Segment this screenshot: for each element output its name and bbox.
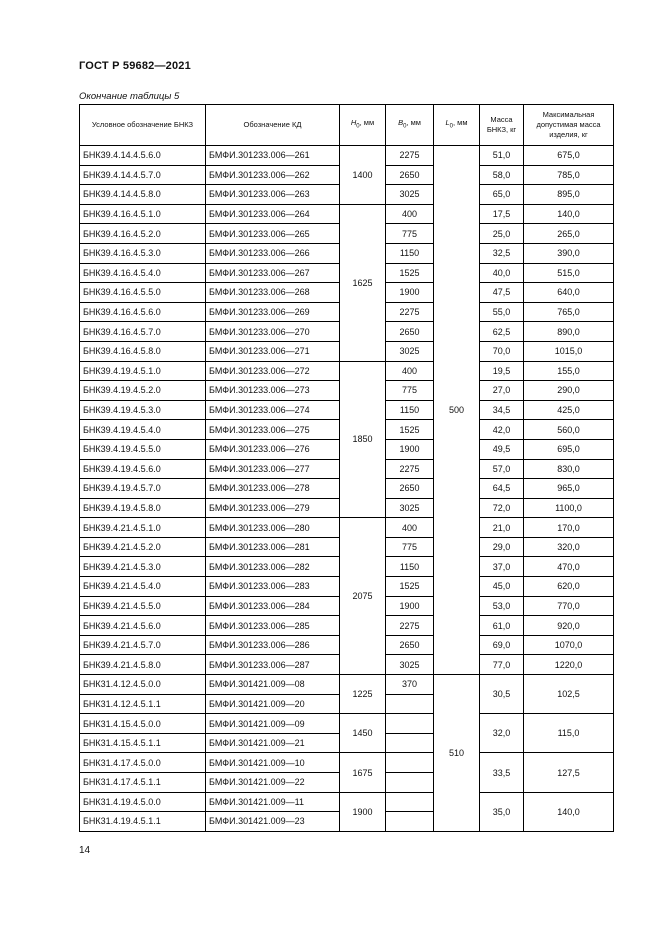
cell-b0: 1150 (386, 243, 434, 263)
cell-designation: БНК39.4.16.4.5.1.0 (80, 204, 206, 224)
cell-mass: 30,5 (480, 675, 524, 714)
cell-designation: БНК39.4.21.4.5.5.0 (80, 596, 206, 616)
cell-kd: БМФИ.301233.006—268 (206, 283, 340, 303)
cell-designation: БНК31.4.12.4.5.1.1 (80, 694, 206, 714)
cell-kd: БМФИ.301233.006—278 (206, 479, 340, 499)
cell-designation: БНК39.4.19.4.5.7.0 (80, 479, 206, 499)
cell-mass: 64,5 (480, 479, 524, 499)
cell-b0 (386, 753, 434, 773)
cell-b0: 1525 (386, 263, 434, 283)
cell-kd: БМФИ.301421.009—11 (206, 792, 340, 812)
cell-b0: 2650 (386, 635, 434, 655)
cell-mass: 40,0 (480, 263, 524, 283)
table-body (80, 146, 614, 832)
cell-designation: БНК39.4.21.4.5.3.0 (80, 557, 206, 577)
cell-max-mass: 140,0 (524, 204, 614, 224)
header-b0: $B_0$, мм (386, 105, 434, 146)
cell-b0 (386, 714, 434, 734)
cell-kd: БМФИ.301233.006—262 (206, 165, 340, 185)
cell-kd: БМФИ.301421.009—20 (206, 694, 340, 714)
cell-max-mass: 830,0 (524, 459, 614, 479)
table-header-row (80, 105, 614, 146)
cell-designation: БНК31.4.15.4.5.1.1 (80, 733, 206, 753)
cell-max-mass: 560,0 (524, 420, 614, 440)
cell-b0 (386, 733, 434, 753)
cell-h0: 1900 (340, 792, 386, 831)
cell-b0: 775 (386, 381, 434, 401)
cell-kd: БМФИ.301233.006—274 (206, 400, 340, 420)
cell-kd: БМФИ.301233.006—273 (206, 381, 340, 401)
cell-kd: БМФИ.301233.006—284 (206, 596, 340, 616)
cell-max-mass: 675,0 (524, 146, 614, 166)
header-kd: Обозначение КД (206, 105, 340, 146)
cell-b0: 2650 (386, 322, 434, 342)
cell-designation: БНК39.4.16.4.5.4.0 (80, 263, 206, 283)
cell-max-mass: 770,0 (524, 596, 614, 616)
cell-designation: БНК39.4.16.4.5.6.0 (80, 302, 206, 322)
table-row (80, 204, 614, 224)
cell-mass: 77,0 (480, 655, 524, 675)
cell-mass: 42,0 (480, 420, 524, 440)
cell-kd: БМФИ.301233.006—286 (206, 635, 340, 655)
cell-mass: 58,0 (480, 165, 524, 185)
cell-b0: 2275 (386, 302, 434, 322)
cell-mass: 45,0 (480, 577, 524, 597)
table-row (80, 792, 614, 812)
cell-max-mass: 920,0 (524, 616, 614, 636)
cell-mass: 65,0 (480, 185, 524, 205)
cell-kd: БМФИ.301233.006—287 (206, 655, 340, 675)
cell-b0: 1150 (386, 400, 434, 420)
standard-title: ГОСТ Р 59682—2021 (79, 60, 191, 72)
cell-kd: БМФИ.301233.006—277 (206, 459, 340, 479)
cell-mass: 29,0 (480, 537, 524, 557)
cell-mass: 19,5 (480, 361, 524, 381)
table-row (80, 146, 614, 166)
cell-max-mass: 965,0 (524, 479, 614, 499)
cell-mass: 47,5 (480, 283, 524, 303)
cell-kd: БМФИ.301421.009—23 (206, 812, 340, 832)
header-mass: Масса БНКЗ, кг (480, 105, 524, 146)
cell-designation: БНК39.4.16.4.5.8.0 (80, 341, 206, 361)
cell-kd: БМФИ.301233.006—265 (206, 224, 340, 244)
cell-mass: 51,0 (480, 146, 524, 166)
cell-max-mass: 127,5 (524, 753, 614, 792)
cell-max-mass: 1220,0 (524, 655, 614, 675)
cell-max-mass: 890,0 (524, 322, 614, 342)
cell-mass: 49,5 (480, 439, 524, 459)
cell-designation: БНК39.4.14.4.5.6.0 (80, 146, 206, 166)
cell-kd: БМФИ.301233.006—270 (206, 322, 340, 342)
cell-max-mass: 470,0 (524, 557, 614, 577)
cell-h0: 1850 (340, 361, 386, 518)
cell-kd: БМФИ.301421.009—21 (206, 733, 340, 753)
cell-kd: БМФИ.301233.006—283 (206, 577, 340, 597)
cell-kd: БМФИ.301421.009—10 (206, 753, 340, 773)
cell-b0: 2275 (386, 616, 434, 636)
table-row (80, 714, 614, 734)
cell-mass: 25,0 (480, 224, 524, 244)
cell-kd: БМФИ.301233.006—261 (206, 146, 340, 166)
cell-b0 (386, 694, 434, 714)
cell-b0: 1900 (386, 596, 434, 616)
cell-b0: 775 (386, 537, 434, 557)
cell-mass: 62,5 (480, 322, 524, 342)
cell-b0: 400 (386, 361, 434, 381)
header-max-mass: Максимальная допустимая масса изделия, кг (524, 105, 614, 146)
cell-mass: 57,0 (480, 459, 524, 479)
cell-b0: 1900 (386, 439, 434, 459)
table-caption: Окончание таблицы 5 (79, 91, 180, 102)
cell-kd: БМФИ.301233.006—267 (206, 263, 340, 283)
cell-mass: 32,0 (480, 714, 524, 753)
cell-designation: БНК39.4.21.4.5.8.0 (80, 655, 206, 675)
table-row (80, 361, 614, 381)
cell-designation: БНК39.4.14.4.5.8.0 (80, 185, 206, 205)
cell-b0: 2650 (386, 479, 434, 499)
cell-designation: БНК39.4.19.4.5.8.0 (80, 498, 206, 518)
cell-designation: БНК39.4.19.4.5.4.0 (80, 420, 206, 440)
cell-mass: 34,5 (480, 400, 524, 420)
cell-b0: 775 (386, 224, 434, 244)
cell-designation: БНК39.4.19.4.5.6.0 (80, 459, 206, 479)
cell-max-mass: 390,0 (524, 243, 614, 263)
cell-b0: 1525 (386, 420, 434, 440)
cell-h0: 1225 (340, 675, 386, 714)
cell-max-mass: 640,0 (524, 283, 614, 303)
table-row (80, 518, 614, 538)
cell-b0: 1900 (386, 283, 434, 303)
cell-max-mass: 265,0 (524, 224, 614, 244)
cell-max-mass: 515,0 (524, 263, 614, 283)
header-h0: $H_0$, мм (340, 105, 386, 146)
cell-designation: БНК39.4.16.4.5.3.0 (80, 243, 206, 263)
cell-designation: БНК39.4.21.4.5.2.0 (80, 537, 206, 557)
cell-mass: 70,0 (480, 341, 524, 361)
cell-h0: 1625 (340, 204, 386, 361)
cell-mass: 32,5 (480, 243, 524, 263)
cell-max-mass: 695,0 (524, 439, 614, 459)
cell-designation: БНК39.4.19.4.5.3.0 (80, 400, 206, 420)
cell-b0: 3025 (386, 185, 434, 205)
cell-kd: БМФИ.301233.006—272 (206, 361, 340, 381)
cell-kd: БМФИ.301233.006—263 (206, 185, 340, 205)
spec-table (79, 104, 614, 832)
cell-max-mass: 765,0 (524, 302, 614, 322)
cell-max-mass: 425,0 (524, 400, 614, 420)
cell-designation: БНК39.4.21.4.5.1.0 (80, 518, 206, 538)
cell-kd: БМФИ.301233.006—279 (206, 498, 340, 518)
cell-max-mass: 170,0 (524, 518, 614, 538)
header-designation: Условное обозначение БНКЗ (80, 105, 206, 146)
cell-max-mass: 320,0 (524, 537, 614, 557)
cell-kd: БМФИ.301421.009—08 (206, 675, 340, 695)
cell-mass: 55,0 (480, 302, 524, 322)
cell-designation: БНК31.4.12.4.5.0.0 (80, 675, 206, 695)
cell-max-mass: 1100,0 (524, 498, 614, 518)
cell-kd: БМФИ.301233.006—271 (206, 341, 340, 361)
cell-max-mass: 102,5 (524, 675, 614, 714)
cell-designation: БНК39.4.21.4.5.7.0 (80, 635, 206, 655)
cell-mass: 61,0 (480, 616, 524, 636)
cell-max-mass: 1015,0 (524, 341, 614, 361)
cell-mass: 33,5 (480, 753, 524, 792)
cell-h0: 1400 (340, 146, 386, 205)
header-l0: $L_0$, мм (434, 105, 480, 146)
cell-b0: 1525 (386, 577, 434, 597)
cell-b0 (386, 773, 434, 793)
cell-mass: 27,0 (480, 381, 524, 401)
cell-mass: 17,5 (480, 204, 524, 224)
cell-mass: 21,0 (480, 518, 524, 538)
cell-mass: 72,0 (480, 498, 524, 518)
cell-b0: 2275 (386, 459, 434, 479)
cell-kd: БМФИ.301421.009—22 (206, 773, 340, 793)
cell-l0: 510 (434, 675, 480, 832)
cell-kd: БМФИ.301233.006—275 (206, 420, 340, 440)
cell-kd: БМФИ.301233.006—269 (206, 302, 340, 322)
cell-b0: 400 (386, 518, 434, 538)
cell-kd: БМФИ.301233.006—276 (206, 439, 340, 459)
table-row (80, 675, 614, 695)
cell-designation: БНК39.4.21.4.5.6.0 (80, 616, 206, 636)
cell-b0: 3025 (386, 341, 434, 361)
cell-designation: БНК39.4.19.4.5.5.0 (80, 439, 206, 459)
cell-designation: БНК31.4.17.4.5.0.0 (80, 753, 206, 773)
cell-b0 (386, 792, 434, 812)
cell-designation: БНК39.4.19.4.5.1.0 (80, 361, 206, 381)
cell-kd: БМФИ.301421.009—09 (206, 714, 340, 734)
cell-b0: 370 (386, 675, 434, 695)
cell-mass: 69,0 (480, 635, 524, 655)
cell-designation: БНК31.4.17.4.5.1.1 (80, 773, 206, 793)
cell-designation: БНК31.4.19.4.5.1.1 (80, 812, 206, 832)
cell-designation: БНК39.4.16.4.5.7.0 (80, 322, 206, 342)
page-number: 14 (79, 845, 91, 856)
cell-designation: БНК39.4.16.4.5.5.0 (80, 283, 206, 303)
cell-designation: БНК39.4.21.4.5.4.0 (80, 577, 206, 597)
cell-designation: БНК31.4.15.4.5.0.0 (80, 714, 206, 734)
cell-designation: БНК31.4.19.4.5.0.0 (80, 792, 206, 812)
cell-designation: БНК39.4.19.4.5.2.0 (80, 381, 206, 401)
cell-kd: БМФИ.301233.006—264 (206, 204, 340, 224)
cell-kd: БМФИ.301233.006—285 (206, 616, 340, 636)
cell-b0: 2650 (386, 165, 434, 185)
cell-b0: 3025 (386, 498, 434, 518)
cell-mass: 53,0 (480, 596, 524, 616)
cell-b0: 2275 (386, 146, 434, 166)
cell-h0: 2075 (340, 518, 386, 675)
cell-h0: 1675 (340, 753, 386, 792)
cell-mass: 37,0 (480, 557, 524, 577)
cell-max-mass: 620,0 (524, 577, 614, 597)
cell-l0: 500 (434, 146, 480, 675)
cell-kd: БМФИ.301233.006—266 (206, 243, 340, 263)
cell-b0: 1150 (386, 557, 434, 577)
cell-kd: БМФИ.301233.006—281 (206, 537, 340, 557)
cell-b0 (386, 812, 434, 832)
cell-mass: 35,0 (480, 792, 524, 831)
cell-max-mass: 140,0 (524, 792, 614, 831)
cell-designation: БНК39.4.14.4.5.7.0 (80, 165, 206, 185)
cell-b0: 400 (386, 204, 434, 224)
cell-designation: БНК39.4.16.4.5.2.0 (80, 224, 206, 244)
cell-max-mass: 895,0 (524, 185, 614, 205)
table-row (80, 753, 614, 773)
cell-max-mass: 155,0 (524, 361, 614, 381)
cell-h0: 1450 (340, 714, 386, 753)
cell-kd: БМФИ.301233.006—280 (206, 518, 340, 538)
cell-kd: БМФИ.301233.006—282 (206, 557, 340, 577)
cell-max-mass: 785,0 (524, 165, 614, 185)
cell-max-mass: 1070,0 (524, 635, 614, 655)
cell-max-mass: 290,0 (524, 381, 614, 401)
cell-max-mass: 115,0 (524, 714, 614, 753)
cell-b0: 3025 (386, 655, 434, 675)
